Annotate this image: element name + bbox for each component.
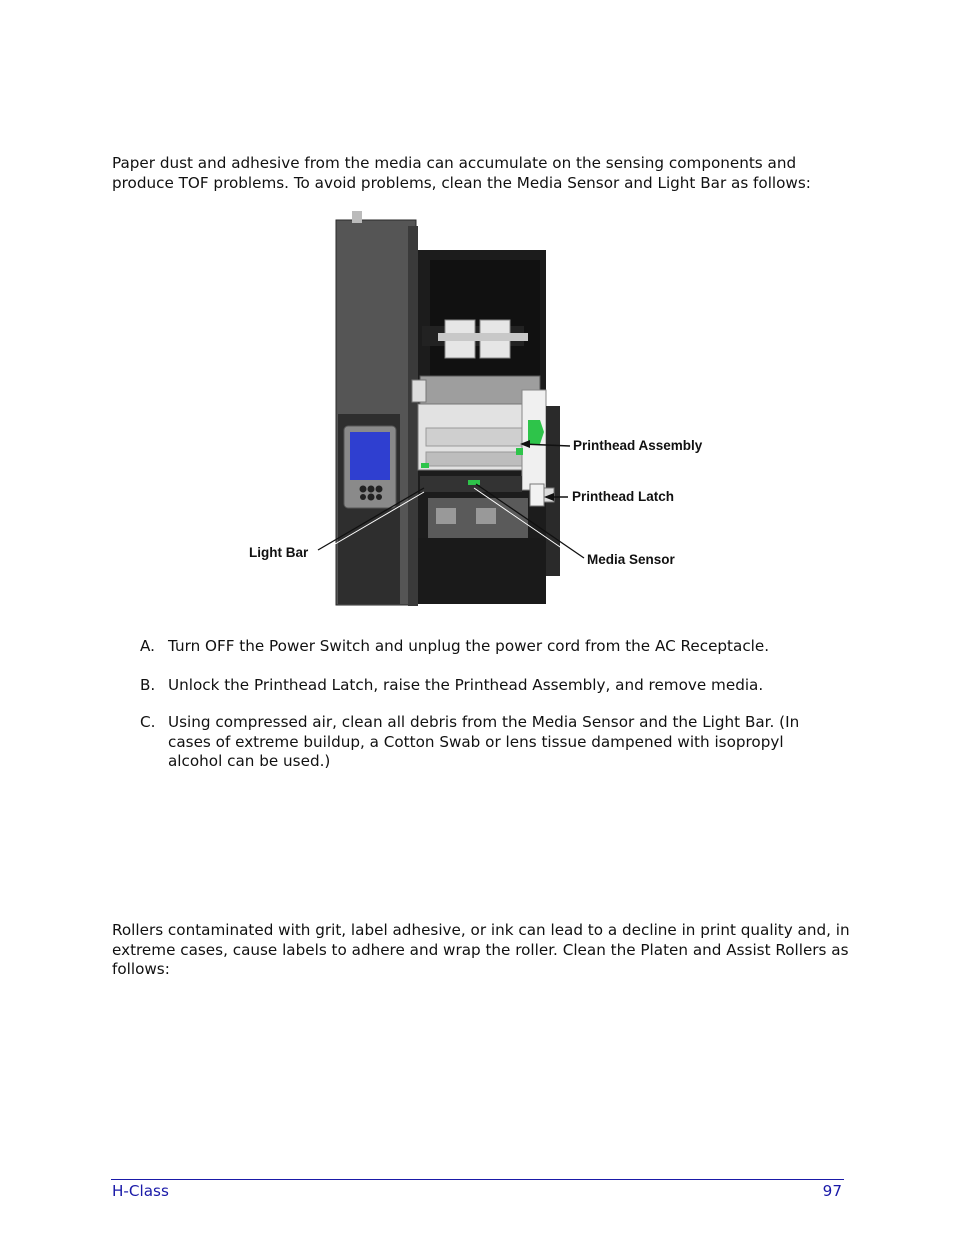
footer-product-name: H-Class xyxy=(112,1182,169,1200)
callout-light-bar: Light Bar xyxy=(249,545,309,560)
intro-paragraph: Paper dust and adhesive from the media can accumulate on the sensing components and produce TOF problems. To avoid problems, clean the Media Sensor and Light Bar as follows: xyxy=(112,154,811,192)
printer-figure xyxy=(240,208,720,608)
printer-illustration xyxy=(240,208,720,608)
step-letter: A. xyxy=(140,637,155,655)
step-text: Using compressed air, clean all debris from the Media Sensor and the Light Bar. (In cases of extreme buildup, a Cotton Swab or lens tissue dampened with isopropyl alcohol can be used.) xyxy=(168,713,800,770)
footer-divider xyxy=(111,1179,844,1180)
step-letter: B. xyxy=(140,676,156,694)
step-text: Turn OFF the Power Switch and unplug the power cord from the AC Receptacle. xyxy=(168,637,770,655)
callout-printhead-latch: Printhead Latch xyxy=(572,489,675,504)
callout-printhead-assembly: Printhead Assembly xyxy=(573,438,703,453)
footer-page-number: 97 xyxy=(822,1182,842,1200)
lcd-display-icon xyxy=(350,432,390,480)
top-tab xyxy=(352,211,362,223)
step-letter: C. xyxy=(140,713,156,731)
rollers-paragraph: Rollers contaminated with grit, label adhesive, or ink can lead to a decline in print quality and, in extreme cases, cause labels to adhere and wrap the roller. Clean the Platen and Assist Rollers as follows: xyxy=(112,921,850,978)
step-text: Unlock the Printhead Latch, raise the Printhead Assembly, and remove media. xyxy=(168,676,764,694)
callout-media-sensor: Media Sensor xyxy=(587,552,675,567)
media-sensor-marker xyxy=(468,480,480,485)
